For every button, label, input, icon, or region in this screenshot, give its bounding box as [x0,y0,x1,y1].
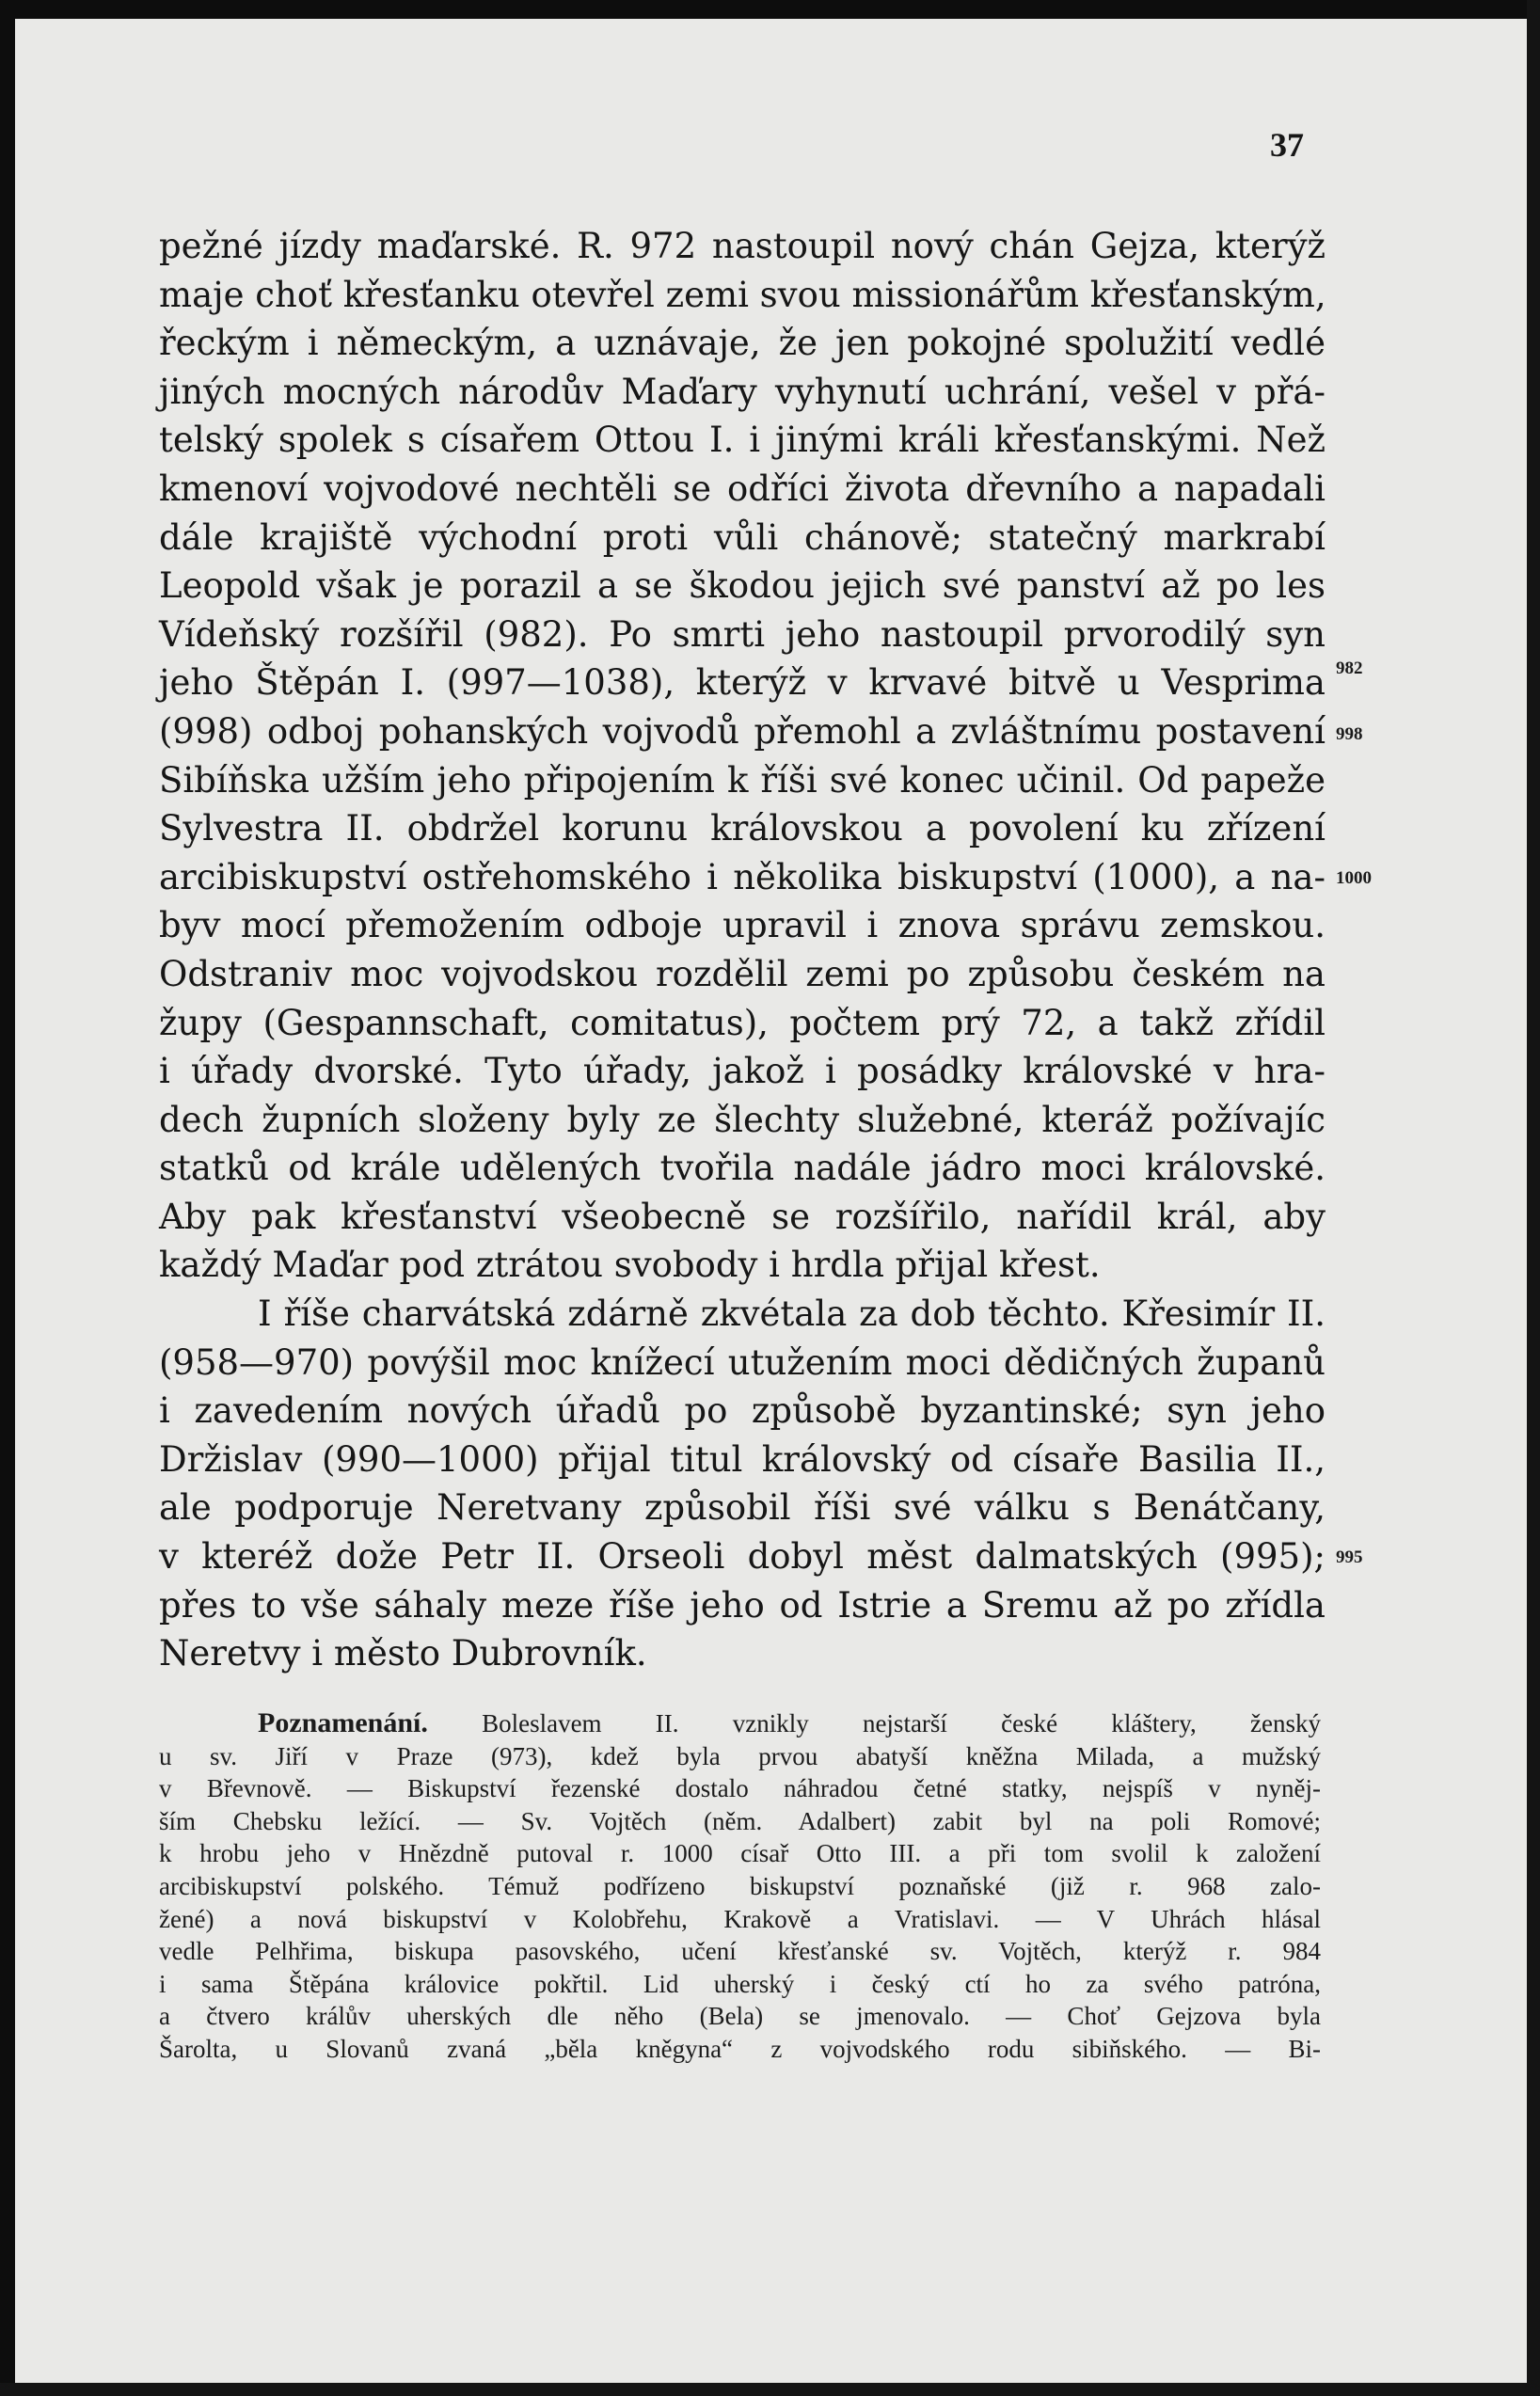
text-line: statků od krále udělených tvořila nadále jádro moci královské. [159,1148,1326,1189]
text-line: i zavedením nových úřadů po způsobě byzantinské; syn jeho [159,1390,1326,1432]
text-line: byv mocí přemožením odboje upravil i znova správu zemskou. [159,905,1326,946]
scan-border-left [0,0,15,2396]
text-line: jeho Štěpán I. (997—1038), kterýž v krvavé bitvě u Vesprima [159,662,1326,704]
text-line: dech župních složeny byly ze šlechty služebné, kteráž požívajíc [159,1099,1326,1140]
text-line: župy (Gespannschaft, comitatus), počtem prý 72, a takž zřídil [159,1002,1326,1043]
notes-line: u sv. Jiří v Praze (973), kdež byla prvou abatyší kněžna Milada, a mužský [159,1741,1321,1770]
margin-year-995: 995 [1336,1547,1363,1567]
notes-line: ším Chebsku ležící. — Sv. Vojtěch (něm. Adalbert) zabit byl na poli Romové; [159,1806,1321,1835]
text-line: (998) odboj pohanských vojvodů přemohl a zvláštnímu postavení [159,710,1326,752]
text-line: Sibíňska užším jeho připojením k říši své konec učinil. Od papeže [159,759,1326,801]
notes-line: k hrobu jeho v Hnězdně putoval r. 1000 císař Otto III. a při tom svolil k založení [159,1839,1321,1868]
text-line: arcibiskupství ostřehomského i několika biskupství (1000), a na- [159,856,1326,897]
text-line: v kteréž dože Petr II. Orseoli dobyl měst dalmatských (995); [159,1536,1326,1578]
text-line: přes to vše sáhaly meze říše jeho od Istrie a Sremu až po zřídla [159,1584,1326,1626]
text-line: Neretvy i město Dubrovník. [159,1633,647,1674]
text-line: maje choť křesťanku otevřel zemi svou missionářům křesťanským, [159,274,1326,315]
text-line: Odstraniv moc vojvodskou rozdělil zemi po způsobu českém na [159,953,1326,994]
scan-border-top [0,0,1540,19]
text-line: Leopold však je porazil a se škodou jejich své panství až po les [159,565,1326,607]
scan-border-bottom [0,2383,1540,2396]
notes-line: v Břevnově. — Biskupství řezenské dostalo náhradou četné statky, nejspíš v nyněj- [159,1774,1321,1803]
text-line: Držislav (990—1000) přijal titul královský od císaře Basilia II., [159,1438,1326,1480]
text-line: každý Maďar pod ztrátou svobody i hrdla přijal křest. [159,1245,1101,1286]
text-line-paragraph-start: I říše charvátská zdárně zkvétala za dob těchto. Křesimír II. [258,1293,1326,1335]
notes-line: arcibiskupství polského. Témuž podřízeno biskupství poznaňské (již r. 968 zalo- [159,1871,1321,1900]
notes-line: Šarolta, u Slovanů zvaná „běla kněgyna“ z vojvodského rodu sibiňského. — Bi- [159,2034,1321,2063]
text-line: Aby pak křesťanství všeobecně se rozšířilo, nařídil král, aby [159,1196,1326,1237]
text-line: i úřady dvorské. Tyto úřady, jakož i posádky královské v hra- [159,1051,1326,1092]
notes-line: žené) a nová biskupství v Kolobřehu, Krakově a Vratislavi. — V Uhrách hlásal [159,1904,1321,1933]
text-line: Sylvestra II. obdržel korunu královskou a povolení ku zřízení [159,808,1326,849]
text-line: pežné jízdy maďarské. R. 972 nastoupil nový chán Gejza, kterýž [159,226,1326,266]
text-line: Vídeňský rozšířil (982). Po smrti jeho nastoupil prvorodilý syn [159,613,1326,655]
page-number: 37 [1270,126,1304,164]
notes-line: i sama Štěpána královice pokřtil. Lid uherský i český ctí ho za svého patróna, [159,1969,1321,1998]
notes-section [159,1707,1321,2066]
notes-line: vedle Pelhřima, biskupa pasovského, učení křesťanské sv. Vojtěch, kterýž r. 984 [159,1937,1321,1966]
notes-heading: Poznamenání. [258,1707,428,1738]
text-line: telský spolek s císařem Ottou I. i jinými králi křesťanskými. Než [159,420,1326,461]
notes-first-line [159,1707,1321,1740]
text-line: dále krajiště východní proti vůli chánově; statečný markrabí [159,516,1326,558]
text-line: kmenoví vojvodové nechtěli se odříci života dřevního a napadali [159,468,1326,509]
margin-year-982: 982 [1336,659,1363,678]
text-line: jiných mocných národův Maďary vyhynutí uchrání, vešel v přá- [159,371,1326,412]
margin-year-998: 998 [1336,724,1363,744]
text-line: ale podporuje Neretvany způsobil říši své válku s Benátčany, [159,1487,1326,1529]
main-text [159,222,1326,1678]
notes-line: Boleslavem II. vznikly nejstarší české kláštery, ženský [482,1709,1322,1737]
text-line: řeckým i německým, a uznávaje, že jen pokojné spolužití vedlé [159,323,1326,364]
notes-line: a čtvero králův uherských dle něho (Bela) se jmenovalo. — Choť Gejzova byla [159,2002,1321,2031]
scan-border-right [1527,0,1540,2396]
text-line: (958—970) povýšil moc knížecí utužením moci dědičných županů [159,1341,1326,1383]
margin-year-1000: 1000 [1336,868,1372,888]
